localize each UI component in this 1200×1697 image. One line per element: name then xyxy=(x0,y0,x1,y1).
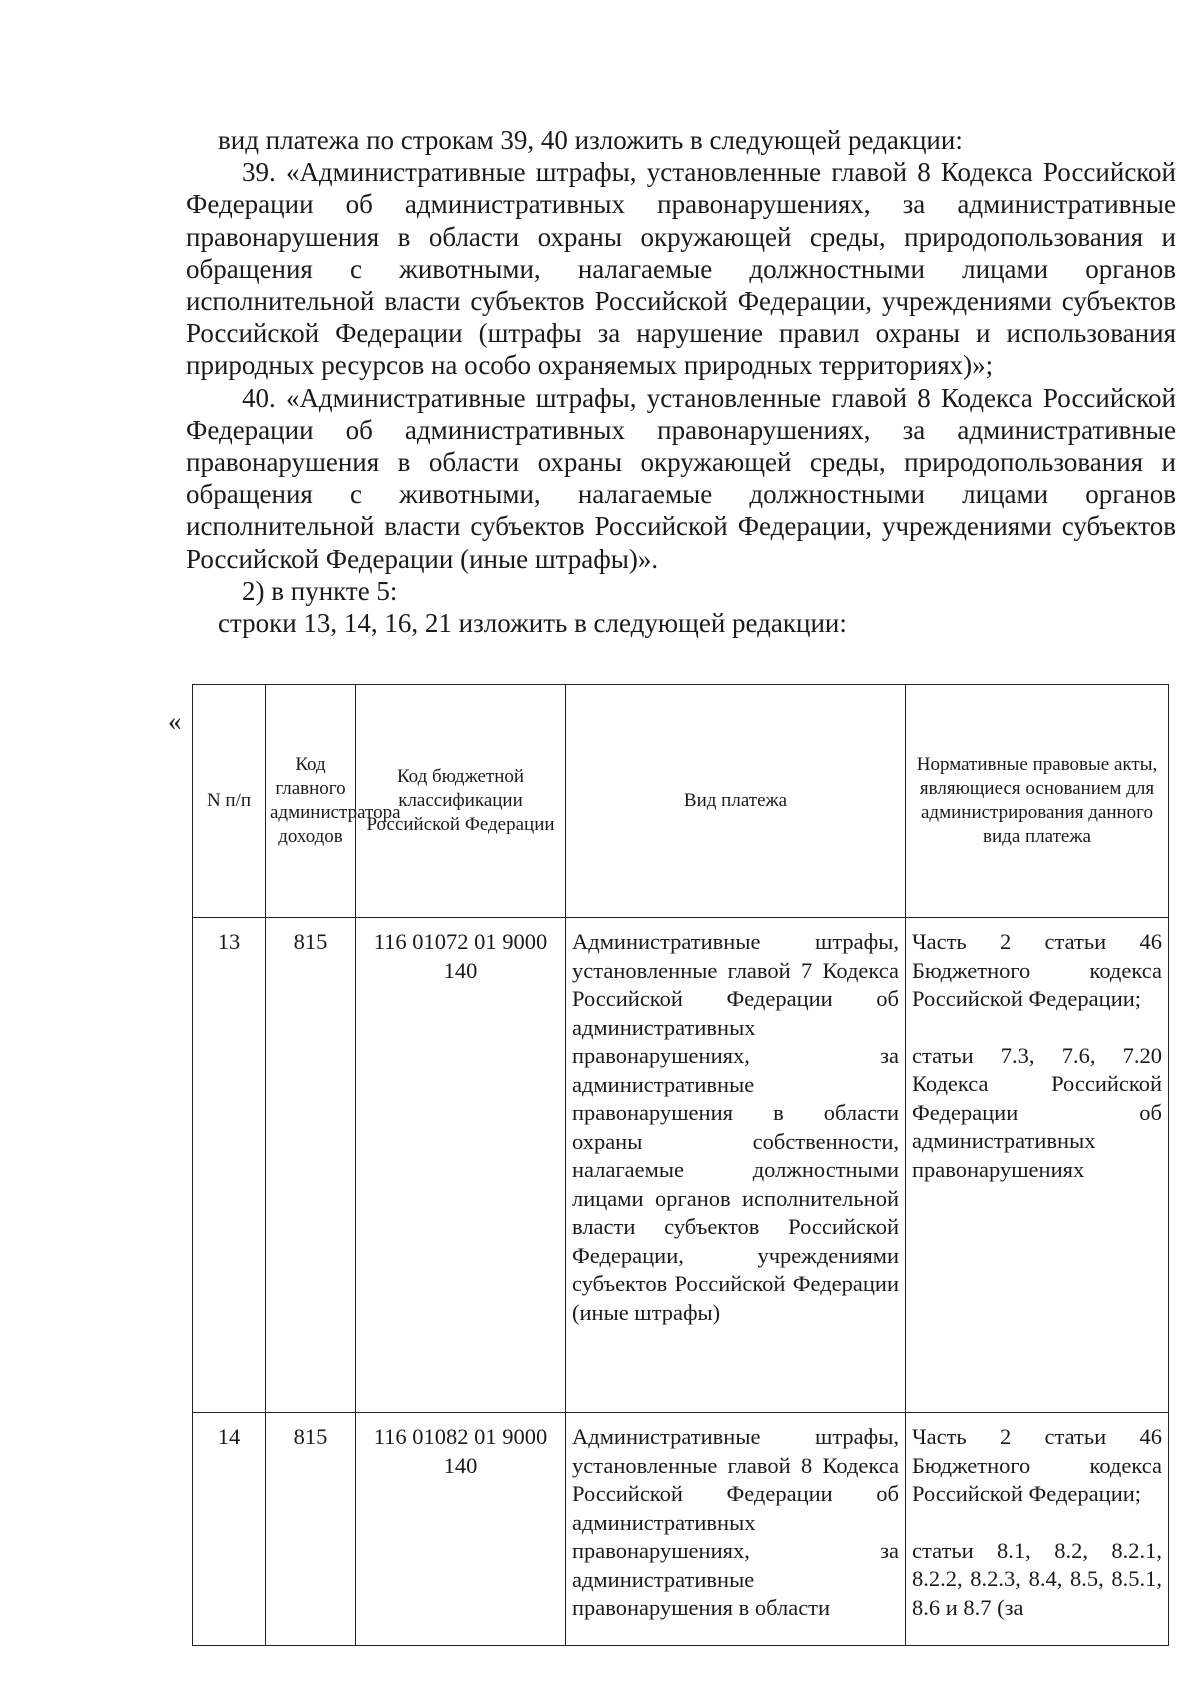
body-text xyxy=(186,124,1176,639)
table-row xyxy=(193,918,1169,1413)
revenue-table xyxy=(192,684,1169,1646)
row-admin-code: 815 xyxy=(266,918,356,1413)
rows-intro-line: строки 13, 14, 16, 21 изложить в следующей редакции: xyxy=(218,608,847,639)
row-legal-acts xyxy=(906,918,1169,1413)
opening-quote-mark: « xyxy=(168,706,182,736)
legal-acts-gap xyxy=(912,1014,1162,1042)
header-legal-acts: Нормативные правовые акты, являющиеся основанием для администрирования данного вида платежа xyxy=(906,685,1169,918)
row-kbk: 116 01072 01 9000 140 xyxy=(356,918,566,1413)
header-payment-type: Вид платежа xyxy=(566,685,906,918)
header-admin-code: Код главного администратора доходов xyxy=(266,685,356,918)
legal-act-koap: статьи 8.1, 8.2, 8.2.1, 8.2.2, 8.2.3, 8.4, 8.5, 8.5.1, 8.6 и 8.7 (за xyxy=(912,1537,1162,1620)
legal-act-budget-code: Часть 2 статьи 46 Бюджетного кодекса Российской Федерации; xyxy=(912,929,1162,1011)
header-num: N п/п xyxy=(193,685,266,918)
legal-act-budget-code: Часть 2 статьи 46 Бюджетного кодекса Российской Федерации; xyxy=(912,1424,1162,1506)
subpoint-2-line: 2) в пункте 5: xyxy=(242,575,398,606)
row-payment-type xyxy=(566,1413,906,1646)
row-num: 13 xyxy=(193,918,266,1413)
table-header-row xyxy=(193,685,1169,918)
legal-acts-box xyxy=(912,1423,1162,1645)
item-39-paragraph: 39. «Административные штрафы, установленные главой 8 Кодекса Российской Федерации об административных правонарушениях, за административные правонарушения в области охраны окружающей среды, природопользования и обращения с животными, налагаемые должностными лицами органов исполнительной власти субъектов Российской Федерации, учреждениями субъектов Российской Федерации (штрафы за нарушение правил охраны и использования природных ресурсов на особо охраняемых природных территориях)»; xyxy=(186,157,1176,381)
row-kbk: 116 01082 01 9000 140 xyxy=(356,1413,566,1646)
legal-act-koap: статьи 7.3, 7.6, 7.20 Кодекса Российской Федерации об административных правонарушениях xyxy=(912,1042,1162,1182)
payment-type-text: Административные штрафы, установленные главой 8 Кодекса Российской Федерации об административных правонарушениях, за административные правонарушения в области xyxy=(572,1424,899,1620)
row-admin-code: 815 xyxy=(266,1413,356,1646)
legal-acts-gap xyxy=(912,1509,1162,1537)
header-kbk: Код бюджетной классификации Российской Федерации xyxy=(356,685,566,918)
row-payment-type: Административные штрафы, установленные главой 7 Кодекса Российской Федерации об административных правонарушениях, за административные правонарушения в области охраны собственности, налагаемые должностными лицами органов исполнительной власти субъектов Российской Федерации, учреждениями субъектов Российской Федерации (иные штрафы) xyxy=(566,918,906,1413)
item-40-paragraph: 40. «Административные штрафы, установленные главой 8 Кодекса Российской Федерации об административных правонарушениях, за административные правонарушения в области охраны окружающей среды, природопользования и обращения с животными, налагаемые должностными лицами органов исполнительной власти субъектов Российской Федерации, учреждениями субъектов Российской Федерации (иные штрафы)». xyxy=(186,382,1176,574)
table-row xyxy=(193,1413,1169,1646)
row-num: 14 xyxy=(193,1413,266,1646)
intro-line: вид платежа по строкам 39, 40 изложить в следующей редакции: xyxy=(218,125,963,155)
row-legal-acts xyxy=(906,1413,1169,1646)
